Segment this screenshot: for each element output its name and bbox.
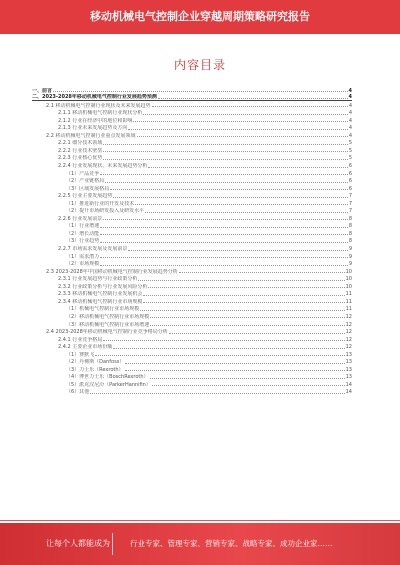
toc-entry[interactable] <box>32 275 352 283</box>
toc-entry[interactable] <box>32 335 352 343</box>
toc-leader-dots <box>143 302 344 303</box>
toc-leader-dots <box>179 272 345 273</box>
toc-entry[interactable] <box>32 177 352 185</box>
toc-entry-text: 2.4.2 主要企业市场份额 <box>58 344 113 351</box>
toc-entry[interactable] <box>32 109 352 117</box>
footer-separator <box>112 533 113 555</box>
table-of-contents <box>32 86 352 395</box>
toc-leader-dots <box>90 393 344 394</box>
toc-entry-text: 2.3.4 移动机械电气控制行业市场规模 <box>58 298 143 305</box>
toc-leader-dots <box>145 212 348 213</box>
footer-slogan: 让每个人都能成为 <box>46 539 110 548</box>
toc-leader-dots <box>138 280 344 281</box>
toc-entry-page: 7 <box>348 200 352 207</box>
toc-leader-dots <box>143 295 344 296</box>
toc-entry-page: 11 <box>345 291 352 298</box>
toc-entry[interactable] <box>32 305 352 313</box>
toc-entry-page: 10 <box>345 276 352 283</box>
toc-leader-dots <box>152 385 345 386</box>
toc-entry-page: 5 <box>348 155 352 162</box>
toc-entry-page: 5 <box>348 140 352 147</box>
toc-leader-dots <box>100 234 348 235</box>
toc-entry-text: 2.4.1 行业竞争格局 <box>58 336 103 343</box>
toc-entry[interactable] <box>32 169 352 177</box>
toc-leader-dots <box>103 159 348 160</box>
toc-entry-text: 2.4 2023-2028年移动机械电气控制行业竞争格局分析 <box>46 329 168 336</box>
toc-entry[interactable] <box>32 237 352 245</box>
toc-entry-page: 11 <box>345 306 352 313</box>
toc-entry[interactable] <box>32 244 352 252</box>
toc-entry-text: （1）推进新行业的开发及技术 <box>66 200 135 207</box>
toc-leader-dots <box>133 121 347 122</box>
toc-entry-text: 2.3.2 行业政策分析与行业发展风险分析 <box>58 283 148 290</box>
toc-leader-dots <box>113 348 344 349</box>
toc-entry-page: 6 <box>348 170 352 177</box>
toc-entry[interactable] <box>32 282 352 290</box>
toc-entry-text: 2.3.1 行业发展趋势与行业政策分析 <box>58 276 138 283</box>
toc-entry[interactable] <box>32 94 352 102</box>
toc-entry-text: 2.1.3 行业未来发展趋势及方向 <box>58 125 128 132</box>
toc-leader-dots <box>169 333 345 334</box>
toc-entry[interactable] <box>32 131 352 139</box>
toc-leader-dots <box>158 98 348 99</box>
toc-entry[interactable] <box>32 328 352 336</box>
toc-entry[interactable] <box>32 320 352 328</box>
toc-leader-dots <box>113 197 348 198</box>
toc-entry[interactable] <box>32 101 352 109</box>
footer-divider <box>0 520 400 521</box>
toc-entry-page: 14 <box>345 381 352 388</box>
toc-entry[interactable] <box>32 297 352 305</box>
toc-entry-page: 6 <box>348 185 352 192</box>
toc-entry[interactable] <box>32 373 352 381</box>
toc-entry-text: 二、2023-2028年移动机械电气控制行业发展趋势预测 <box>32 94 157 101</box>
toc-leader-dots <box>103 144 348 145</box>
toc-entry-page: 4 <box>348 110 352 117</box>
toc-entry-page: 10 <box>345 283 352 290</box>
toc-entry[interactable] <box>32 86 352 94</box>
toc-entry[interactable] <box>32 260 352 268</box>
toc-entry-page: 4 <box>348 132 352 139</box>
toc-leader-dots <box>152 106 348 107</box>
toc-entry[interactable] <box>32 343 352 351</box>
toc-leader-dots <box>148 287 344 288</box>
toc-entry-page: 4 <box>348 102 352 109</box>
toc-leader-dots <box>150 317 344 318</box>
toc-entry[interactable] <box>32 116 352 124</box>
toc-leader-dots <box>128 129 347 130</box>
report-header <box>0 0 400 34</box>
toc-leader-dots <box>110 189 348 190</box>
toc-entry[interactable] <box>32 124 352 132</box>
toc-leader-dots <box>103 340 344 341</box>
toc-entry-page: 11 <box>345 298 352 305</box>
toc-entry-page: 13 <box>345 366 352 373</box>
toc-leader-dots <box>100 242 348 243</box>
toc-entry-text: （5）派克汉尼汾（ParkerHannifin） <box>66 381 151 388</box>
toc-entry[interactable] <box>32 267 352 275</box>
toc-entry-text: 2.3.3 移动机械电气控制行业发展机会 <box>58 291 143 298</box>
toc-entry-text: （1）机械电气控制行业市场规模 <box>66 306 140 313</box>
toc-leader-dots <box>100 265 348 266</box>
toc-entry[interactable] <box>32 365 352 373</box>
toc-entry-page: 12 <box>345 321 352 328</box>
footer-banner <box>0 523 400 565</box>
toc-entry-text: 2.2.4 行业发展现状、未来发展趋势分析 <box>58 163 148 170</box>
toc-entry[interactable] <box>32 222 352 230</box>
toc-entry-text: （3）移动机械电气控制行业市场增速 <box>66 321 150 328</box>
toc-entry-page: 4 <box>348 94 352 101</box>
toc-leader-dots <box>125 363 344 364</box>
toc-title: 内容目录 <box>173 58 226 72</box>
toc-entry-page: 13 <box>345 351 352 358</box>
toc-entry-text: （2）移动机械电气控制行业市场规模 <box>66 313 150 320</box>
toc-entry-text: （6）其他 <box>66 389 90 396</box>
toc-entry-page: 14 <box>345 389 352 396</box>
toc-entry[interactable] <box>32 290 352 298</box>
toc-entry-text: 2.1.2 行业在经济中的地位和影响 <box>58 117 133 124</box>
toc-leader-dots <box>105 182 348 183</box>
toc-entry-page: 5 <box>348 147 352 154</box>
toc-entry-page: 7 <box>348 193 352 200</box>
toc-entry-page: 6 <box>348 163 352 170</box>
toc-leader-dots <box>140 310 344 311</box>
toc-entry[interactable] <box>32 380 352 388</box>
toc-entry-text: （4）博世力士乐（BoschRexroth） <box>66 374 149 381</box>
toc-entry-text: （2）产业链格局 <box>66 178 105 185</box>
toc-entry-text: （1）产品竞争 <box>66 170 100 177</box>
toc-leader-dots <box>53 91 348 92</box>
toc-entry-page: 12 <box>345 329 352 336</box>
toc-entry-page: 7 <box>348 208 352 215</box>
toc-leader-dots <box>148 167 347 168</box>
toc-leader-dots <box>103 219 348 220</box>
toc-entry-text: 2.2 移动机械电气控制行业重点发展领域 <box>46 132 136 139</box>
toc-entry-text: 2.1 移动机械电气控制行业现状及未来发展趋势 <box>46 102 151 109</box>
toc-entry-text: （1）需求潜力 <box>66 253 100 260</box>
toc-entry[interactable] <box>32 229 352 237</box>
toc-entry[interactable] <box>32 146 352 154</box>
toc-entry-page: 13 <box>345 359 352 366</box>
toc-entry-page: 8 <box>348 215 352 222</box>
toc-entry-text: 一、前言 <box>32 87 53 94</box>
toc-entry-text: 2.2.7 市场需求发展及发展前景 <box>58 246 128 253</box>
toc-entry[interactable] <box>32 252 352 260</box>
toc-leader-dots <box>125 370 345 371</box>
toc-entry-text: （2）提升市场研发投入及研发水平 <box>66 208 145 215</box>
toc-entry-page: 8 <box>348 223 352 230</box>
toc-leader-dots <box>100 227 348 228</box>
toc-entry-page: 4 <box>348 87 352 94</box>
toc-entry-text: 2.2.6 行业发展前景 <box>58 215 103 222</box>
toc-entry[interactable] <box>32 161 352 169</box>
footer-tagline: 行业专家、管理专家、营销专家、战略专家、成功企业家…… <box>130 539 333 548</box>
toc-entry-text: （1）行业增速 <box>66 223 100 230</box>
toc-entry-page: 10 <box>345 268 352 275</box>
toc-entry-page: 4 <box>348 117 352 124</box>
toc-leader-dots <box>143 114 347 115</box>
toc-entry-text: 2.3 2023-2028年中国移动机械电气控制行业发展趋势分析 <box>46 268 178 275</box>
toc-leader-dots <box>128 250 347 251</box>
toc-entry-page: 4 <box>348 125 352 132</box>
toc-entry[interactable] <box>32 199 352 207</box>
toc-entry-page: 13 <box>345 374 352 381</box>
toc-entry-page: 12 <box>345 336 352 343</box>
toc-entry-text: （3）区域发展格局 <box>66 185 110 192</box>
toc-entry-text: （2）市场规模 <box>66 261 100 268</box>
toc-entry[interactable] <box>32 350 352 358</box>
toc-leader-dots <box>135 204 348 205</box>
toc-entry[interactable] <box>32 154 352 162</box>
toc-entry-text: （2）丹佛斯（Danfoss） <box>66 359 125 366</box>
toc-entry[interactable] <box>32 358 352 366</box>
toc-entry[interactable] <box>32 388 352 396</box>
toc-entry-text: （3）行业趋势 <box>66 238 100 245</box>
toc-entry-text: （3）力士乐（Rexroth） <box>66 366 124 373</box>
toc-leader-dots <box>103 151 348 152</box>
toc-entry-text: （1）赛默飞 <box>66 351 95 358</box>
toc-entry-text: 2.2.1 细分技术领域 <box>58 140 103 147</box>
toc-entry-text: 2.2.2 行业技术壁垒 <box>58 147 103 154</box>
toc-entry-page: 12 <box>345 313 352 320</box>
toc-entry-text: 2.2.3 行业核心优势 <box>58 155 103 162</box>
toc-entry-text: 2.1.1 移动机械电气控制行业现状分析 <box>58 110 143 117</box>
toc-entry[interactable] <box>32 207 352 215</box>
toc-entry[interactable] <box>32 184 352 192</box>
toc-entry-page: 12 <box>345 344 352 351</box>
toc-entry[interactable] <box>32 312 352 320</box>
toc-entry-page: 6 <box>348 178 352 185</box>
toc-leader-dots <box>150 378 345 379</box>
toc-entry[interactable] <box>32 192 352 200</box>
toc-entry-page: 9 <box>348 261 352 268</box>
toc-entry-page: 8 <box>348 238 352 245</box>
toc-leader-dots <box>100 257 348 258</box>
toc-entry-page: 8 <box>348 230 352 237</box>
toc-entry-text: 2.2.5 行业主要发展趋势 <box>58 193 113 200</box>
toc-leader-dots <box>150 325 344 326</box>
toc-leader-dots <box>95 355 344 356</box>
toc-entry[interactable] <box>32 214 352 222</box>
toc-leader-dots <box>137 136 348 137</box>
toc-leader-dots <box>100 174 348 175</box>
toc-entry-page: 9 <box>348 246 352 253</box>
toc-entry[interactable] <box>32 139 352 147</box>
toc-entry-page: 9 <box>348 253 352 260</box>
report-title: 移动机械电气控制企业穿越周期策略研究报告 <box>90 10 310 23</box>
toc-entry-text: （2）增长动能 <box>66 230 100 237</box>
